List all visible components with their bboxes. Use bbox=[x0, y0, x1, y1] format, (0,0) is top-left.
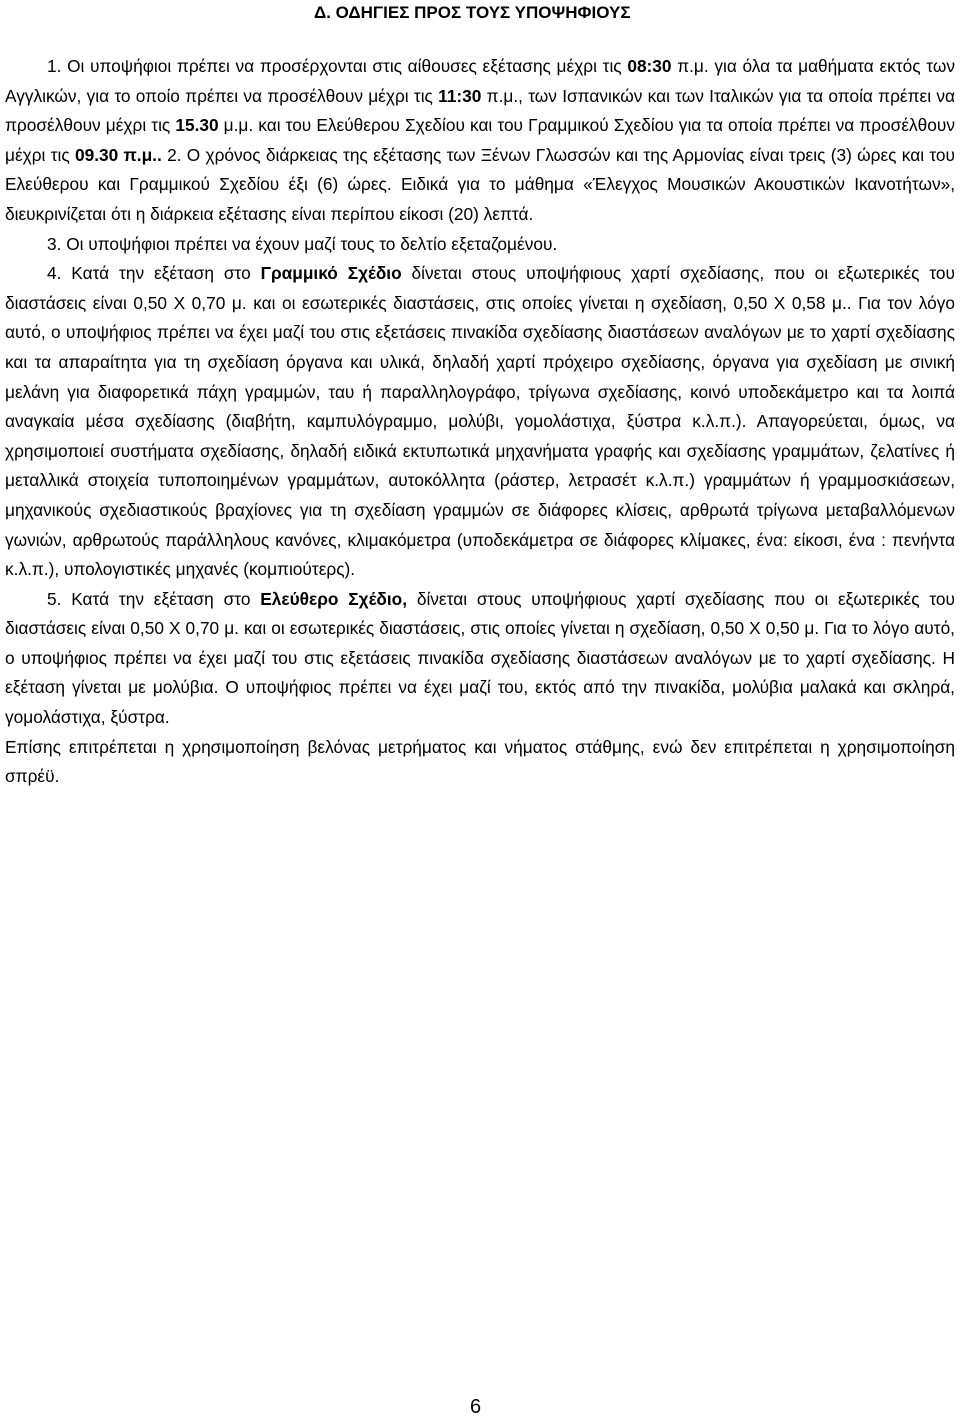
section-title: Δ. ΟΔΗΓΙΕΣ ΠΡΟΣ ΤΟΥΣ ΥΠΟΨΗΦΙΟΥΣ bbox=[314, 3, 631, 22]
instruction-item-4 bbox=[5, 259, 955, 585]
item-1-text-c: π.μ. για όλα τα μαθήματα εκτός των Αγγλικών, για το οποίο πρέπει να προσέλθουν μέχρι τις bbox=[5, 56, 955, 106]
page-number: 6 bbox=[470, 1396, 482, 1418]
item-1-time-1130: 11:30 bbox=[438, 85, 482, 106]
item-5-text-c: δίνεται στους υποψήφιους χαρτί σχεδίασης που οι εξωτερικές του διαστάσεις είναι 0,50 Χ 0,70 μ. και οι εσωτερικές διαστάσεις, στις οποίες γίνεται η σχεδίαση, 0,50 Χ 0,50 μ. Για το λόγο αυτό, ο υποψήφιος πρέπει να έχει μαζί του στις εξετάσεις πινακίδα σχεδίασης διαστάσεων αναλόγων με το χαρτί σχεδίασης. Η εξέταση γίνεται με μολύβια. Ο υποψήφιος πρέπει να έχει μαζί του, εκτός από την πινακίδα, μολύβια μαλακά και σκληρά, γομολάστιχα, ξύστρα. bbox=[5, 588, 955, 728]
item-1-time-0830: 08:30 bbox=[627, 56, 672, 76]
instruction-item-1-2 bbox=[5, 52, 955, 230]
item-4-text-c: δίνεται στους υποψήφιους χαρτί σχεδίασης, που οι εξωτερικές του διαστάσεις είναι 0,50 Χ 0,70 μ. και οι εσωτερικές διαστάσεις, στις οποίες γίνεται η σχεδίαση, 0,50 Χ 0,58 μ.. Για τον λόγο αυτό, ο υποψήφιος πρέπει να έχει μαζί του στις εξετάσεις πινακίδα σχεδίασης διαστάσεων αναλόγων με το χαρτί σχεδίασης και τα απαραίτητα για τη σχεδίαση όργανα και υλικά, δηλαδή χαρτί πρόχειρο σχεδίασης, όργανα για σχεδίαση με σινική μελάνη για διαφορετικά πάχη γραμμών, ταυ ή παραλληλογράφο, τρίγωνα σχεδίασης, κοινό υποδεκάμετρο και τα λοιπά αναγκαία μέσα σχεδίασης (διαβήτη, καμπυλόγραμμο, μολύβι, γομολάστιχα, ξύστρα κ.λ.π.). Απαγορεύεται, όμως, να χρησιμοποιεί συστήματα σχεδίασης, δηλαδή ειδικά εκτυπωτικά μηχανήματα γραφής και σχεδίασης γραμμάτων, ζελατίνες ή μεταλλικά στοιχεία τυποποιημένων γραμμάτων, αυτοκόλλητα (ράστερ, λετρασέτ κ.λ.π.) γραμμάτων ή γραμμοσκιάσεων, μηχανικούς σχεδιαστικούς βραχίονες για τη σχεδίαση γραμμών σε διάφορες κλίσεις, αρθρωτά τρίγωνα μεταβαλλόμενων γωνιών, αρθρωτούς παράλληλους κανόνες, κλιμακόμετρα (υποδεκάμετρα σε διάφορες κλίμακες, ένα: είκοσι, ένα : πενήντα κ.λ.π.), υπολογιστικές μηχανές (κομπιούτερς). bbox=[5, 263, 955, 580]
item-2-text: 2. Ο χρόνος διάρκειας της εξέτασης των Ξένων Γλωσσών και της Αρμονίας είναι τρεις (3) ώρες και του Ελεύθερου και Γραμμικού Σχεδίου έξι (6) ώρες. Ειδικά για το μάθημα «Έλεγχος Μουσικών Ακουστικών Ικανοτήτων», διευκρινίζεται ότι η διάρκεια εξέτασης είναι περίπου είκοσι (20) λεπτά. bbox=[5, 144, 955, 224]
instruction-note: Επίσης επιτρέπεται η χρησιμοποίηση βελόνας μετρήματος και νήματος στάθμης, ενώ δεν επιτρέπεται η χρησιμοποίηση σπρέϋ. bbox=[5, 736, 955, 787]
item-5-subject: Ελεύθερο Σχέδιο, bbox=[260, 588, 408, 609]
instruction-item-3: 3. Οι υποψήφιοι πρέπει να έχουν μαζί τους το δελτίο εξεταζομένου. bbox=[47, 233, 558, 254]
item-1-time-1530: 15.30 bbox=[175, 115, 219, 136]
item-4-text-a: 4. Κατά την εξέταση στο bbox=[47, 263, 261, 284]
instructions-body bbox=[5, 52, 955, 792]
item-1-text-g: μ.μ. και του Ελεύθερου Σχεδίου και του Γραμμικού Σχεδίου για τα οποία πρέπει να προσέλθουν μέχρι τις bbox=[5, 115, 955, 165]
item-5-text-a: 5. Κατά την εξέταση στο bbox=[47, 588, 261, 609]
item-1-text-a: 1. Οι υποψήφιοι πρέπει να προσέρχονται στις αίθουσες εξέτασης μέχρι τις bbox=[47, 56, 628, 76]
item-1-time-0930: 09.30 π.μ.. bbox=[75, 144, 162, 165]
item-4-subject: Γραμμικό Σχέδιο bbox=[260, 263, 402, 284]
instruction-item-5 bbox=[5, 585, 955, 733]
item-1-text-e: π.μ., των Ισπανικών και των Ιταλικών για τα οποία πρέπει να προσέλθουν μέχρι τις bbox=[5, 85, 955, 136]
